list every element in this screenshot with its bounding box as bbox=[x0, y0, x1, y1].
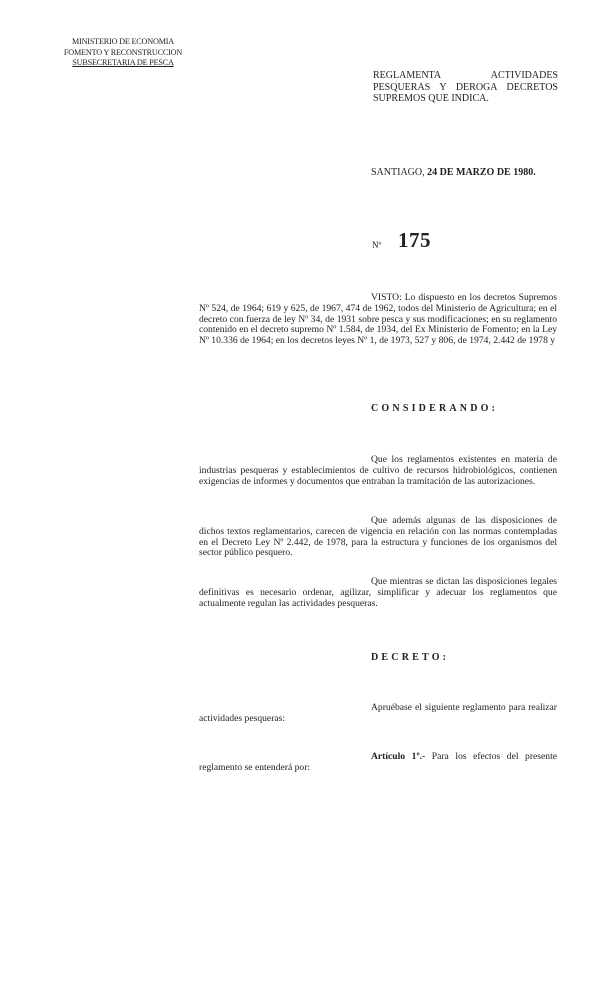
article-1-text: Para los efectos del presente reglamento se entenderá por: bbox=[199, 751, 557, 773]
article-1-paragraph bbox=[199, 752, 557, 774]
visto-paragraph bbox=[199, 293, 557, 347]
decree-number-label: Nº bbox=[372, 240, 382, 250]
decreto-paragraph bbox=[199, 703, 557, 725]
decree-subject: REGLAMENTA ACTIVIDADES PESQUERAS Y DEROGA DECRETOS SUPREMOS QUE INDICA. bbox=[373, 70, 558, 104]
ministry-line-2: FOMENTO Y RECONSTRUCCION bbox=[63, 47, 183, 57]
date-prefix: SANTIAGO, bbox=[371, 167, 425, 178]
considerando-paragraph-2 bbox=[199, 516, 557, 559]
considerando-text-2: Que además algunas de las disposiciones de dichos textos reglamentarios, carecen de vigencia en relación con las normas contempladas en el Decreto Ley Nº 2.442, de 1978, para la estructura y funciones de los organismos del sector público pesquero. bbox=[199, 515, 557, 559]
date-value: 24 DE MARZO DE 1980. bbox=[427, 167, 536, 178]
ministry-line-1: MINISTERIO DE ECONOMIA bbox=[71, 37, 175, 46]
considerando-heading: CONSIDERANDO: bbox=[371, 403, 499, 414]
decree-date bbox=[371, 167, 536, 178]
visto-text: VISTO: Lo dispuesto en los decretos Supremos Nº 524, de 1964; 619 y 625, de 1967, 474 de 1962, todos del Ministerio de Agricultura; en el decreto con fuerza de ley Nº 34, de 1931 sobre pesca y sus modificaciones; en su reglamento contenido en el decreto supremo Nº 1.584, de 1934, del Ex Ministerio de Fomento; en la Ley Nº 10.336 de 1964; en los decretos leyes Nº 1, de 1973, 527 y 806, de 1974, 2.442 de 1978 y bbox=[199, 292, 557, 347]
decree-number: 175 bbox=[398, 228, 431, 252]
considerando-text-3: Que mientras se dictan las disposiciones legales definitivas es necesario ordenar, agilizar, simplificar y adecuar los reglamentos que actualmente regulan las actividades pesqueras. bbox=[199, 576, 557, 609]
decreto-text: Apruébase el siguiente reglamento para realizar actividades pesqueras: bbox=[199, 702, 557, 724]
article-1-label: Artículo 1º.- bbox=[371, 751, 426, 762]
considerando-text-1: Que los reglamentos existentes en materia de industrias pesqueras y establecimientos de cultivo de recursos hidrobiológicos, contienen exigencias de informes y documentos que entraban la tramitación de las autorizaciones. bbox=[199, 454, 557, 487]
decreto-heading: DECRETO: bbox=[371, 652, 450, 663]
considerando-paragraph-3 bbox=[199, 577, 557, 609]
subsecretaria-line: SUBSECRETARIA DE PESCA bbox=[72, 58, 174, 67]
considerando-paragraph-1 bbox=[199, 455, 557, 487]
ministry-header bbox=[48, 37, 198, 69]
